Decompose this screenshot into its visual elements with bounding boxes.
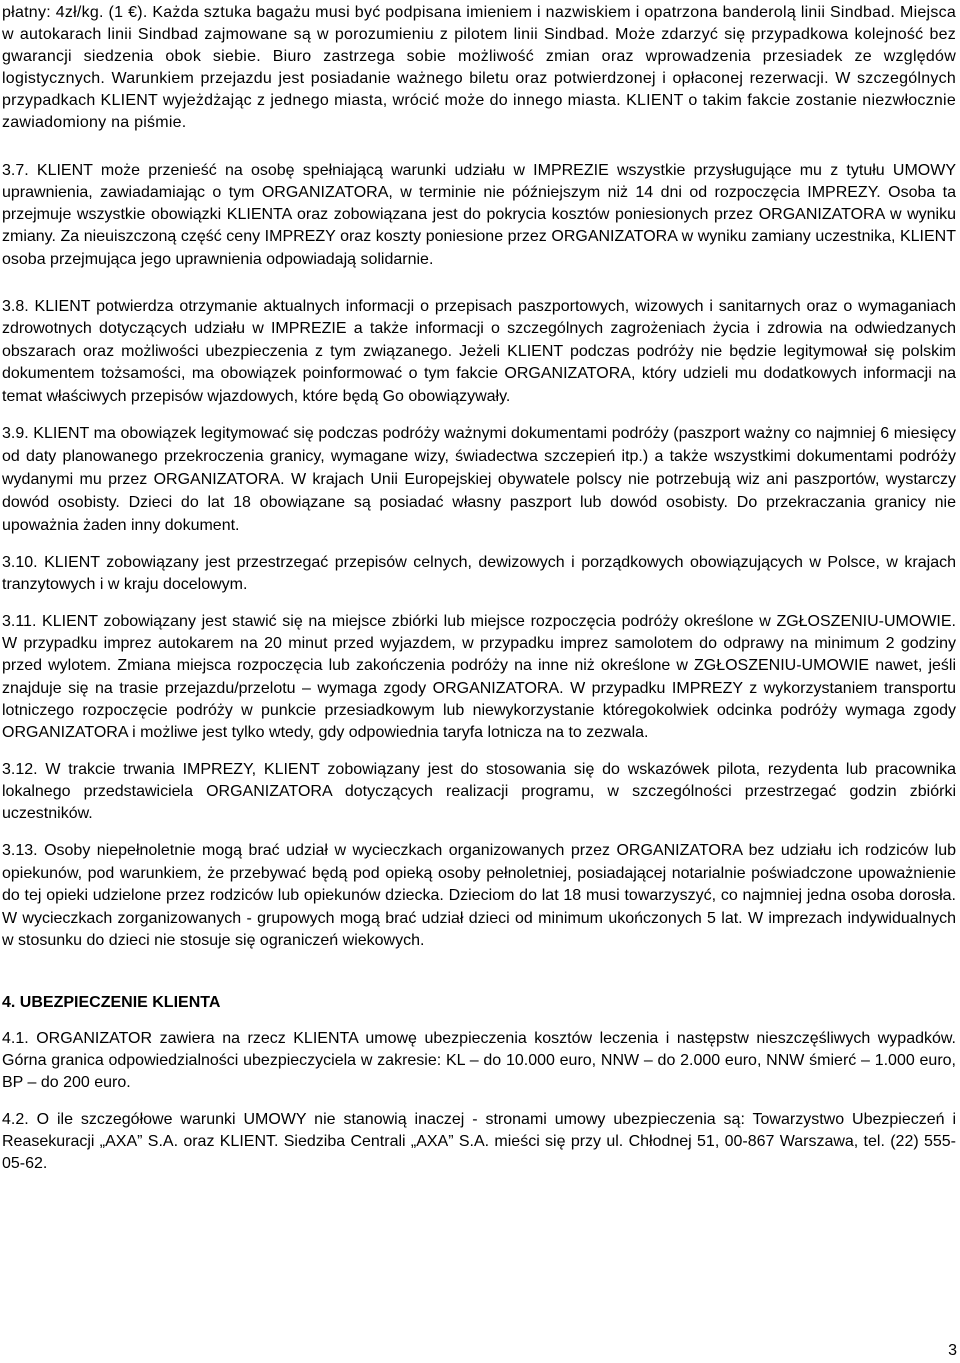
paragraph-3-10: 3.10. KLIENT zobowiązany jest przestrzegać przepisów celnych, dewizowych i porządkowych obowiązujących w Polsce, w krajach tranzytowych i w kraju docelowym. [2,554,956,594]
paragraph-baggage-rules: płatny: 4zł/kg. (1 €). Każda sztuka bagażu musi być podpisana imieniem i nazwiskiem i opatrzona banderolą linii Sindbad. Miejsca w autokarach linii Sindbad zajmowane są w porozumieniu z pilotem linii Sindbad. Może zdarzyć się przypadkowa kolejność bez gwarancji siedzenia obok siebie. Biuro zastrzega sobie możliwość zmian oraz wprowadzenia przesiadek ze względów logistycznych. Warunkiem przejazdu jest posiadanie ważnego biletu oraz potwierdzonej i opłaconej rezerwacji. W szczególnych przypadkach KLIENT wyjeżdżając z jednego miasta, wrócić może do innego miasta. KLIENT o takim fakcie zostanie niezwłocznie zawiadomiony na piśmie. [2,4,956,132]
paragraph-3-11: 3.11. KLIENT zobowiązany jest stawić się na miejsce zbiórki lub miejsce rozpoczęcia podróży określone w ZGŁOSZENIU-UMOWIE. W przypadku imprez autokarem na 20 minut przed wyjazdem, w przypadku imprez samolotem do odprawy na minimum 2 godziny przed wylotem. Zmiana miejsca rozpoczęcia lub zakończenia podróży na inne niż określone w ZGŁOSZENIU-UMOWIE nawet, jeśli znajduje się na trasie przejazdu/przelotu – wymaga zgody ORGANIZATORA. W przypadku IMPREZY z wykorzystaniem transportu lotniczego rozpoczęcie podróży w punkcie przesiadkowym lub niewykorzystanie któregokolwiek odcinka podróży wymaga zgody ORGANIZATORA i możliwe jest tylko wtedy, gdy odpowiednia taryfa lotnicza na to zezwala. [2,613,956,741]
paragraph-4-1: 4.1. ORGANIZATOR zawiera na rzecz KLIENTA umowę ubezpieczenia kosztów leczenia i następstw nieszczęśliwych wypadków. Górna granica odpowiedzialności ubezpieczyciela w zakresie: KL – do 10.000 euro, NNW – do 2.000 euro, NNW śmierć – 1.000 euro, BP – do 200 euro. [2,1029,956,1091]
section-heading: 4. UBEZPIECZENIE KLIENTA [2,993,221,1011]
page-number: 3 [948,1342,957,1359]
paragraph-3-9: 3.9. KLIENT ma obowiązek legitymować się podczas podróży ważnymi dokumentami podróży (paszport ważny co najmniej 6 miesięcy od daty planowanego przekroczenia granicy, wymagane wizy, świadectwa szczepień itp.) a także wszystkimi dokumentami podróży wydanymi mu przez ORGANIZATORA. W krajach Unii Europejskiej obywatele polscy nie potrzebują wiz ani paszportów, wystarczy dowód osobisty. Dzieci do lat 18 obowiązane są posiadać własny paszport lub dowód osobisty. Do przekraczania granicy nie upoważnia żaden inny dokument. [2,425,956,535]
paragraph-4-2: 4.2. O ile szczegółowe warunki UMOWY nie stanowią inaczej - stronami umowy ubezpieczenia są: Towarzystwo Ubezpieczeń i Reasekuracji „AXA” S.A. oraz KLIENT. Siedziba Centrali „AXA” S.A. mieści się przy ul. Chłodnej 51, 00-867 Warszawa, tel. (22) 555-05-62. [2,1110,956,1173]
paragraph-3-7: 3.7. KLIENT może przenieść na osobę spełniającą warunki udziału w IMPREZIE wszystkie przysługujące mu z tytułu UMOWY uprawnienia, zawiadamiając o tym ORGANIZATORA, w terminie nie późniejszym niż 14 dni od rozpoczęcia IMPREZY. Osoba ta przejmuje wszystkie obowiązki KLIENTA oraz zobowiązana jest do pokrycia kosztów poniesionych przez ORGANIZATORA w wyniku zmiany. Za nieuiszczoną część ceny IMPREZY oraz koszty poniesione przez ORGANIZATORA w wyniku zamiany uczestnika, KLIENT osoba przejmująca jego uprawnienia odpowiadają solidarnie. [2,161,956,268]
document-page [2,0,956,1175]
paragraph-3-8: 3.8. KLIENT potwierdza otrzymanie aktualnych informacji o przepisach paszportowych, wizowych i sanitarnych oraz o wymaganiach zdrowotnych dotyczących udziału w IMPREZIE a także informacji o szczególnych zagrożeniach życia i zdrowia na odwiedzanych obszarach oraz możliwości ubezpieczenia z tym związanego. Jeżeli KLIENT podczas podróży nie będzie legitymował się polskim dokumentem tożsamości, ma obowiązek poinformować o tym fakcie ORGANIZATORA, który udzieli mu dodatkowych informacji na temat właściwych przepisów wjazdowych, które będą Go obowiązywały. [2,298,956,405]
paragraph-3-12: 3.12. W trakcie trwania IMPREZY, KLIENT zobowiązany jest do stosowania się do wskazówek pilota, rezydenta lub pracownika lokalnego przedstawiciela ORGANIZATORA dotyczących realizacji programu, w szczególności przestrzegać godzin zbiórki uczestników. [2,760,956,823]
paragraph-3-13: 3.13. Osoby niepełnoletnie mogą brać udział w wycieczkach organizowanych przez ORGANIZATORA bez udziału ich rodziców lub opiekunów, pod warunkiem, że przebywać będą pod opieką osoby pełnoletniej, posiadającej notarialnie poświadczone upoważnienie do tej opieki udzielone przez rodziców lub opiekunów dziecka. Dzieciom do lat 18 musi towarzyszyć, co najmniej jedna osoba dorosła. W wycieczkach zorganizowanych - grupowych mogą brać udział dzieci od minimum ukończonych 5 lat. W imprezach indywidualnych w stosunku do dzieci nie stosuje się ograniczeń wiekowych. [2,842,956,950]
